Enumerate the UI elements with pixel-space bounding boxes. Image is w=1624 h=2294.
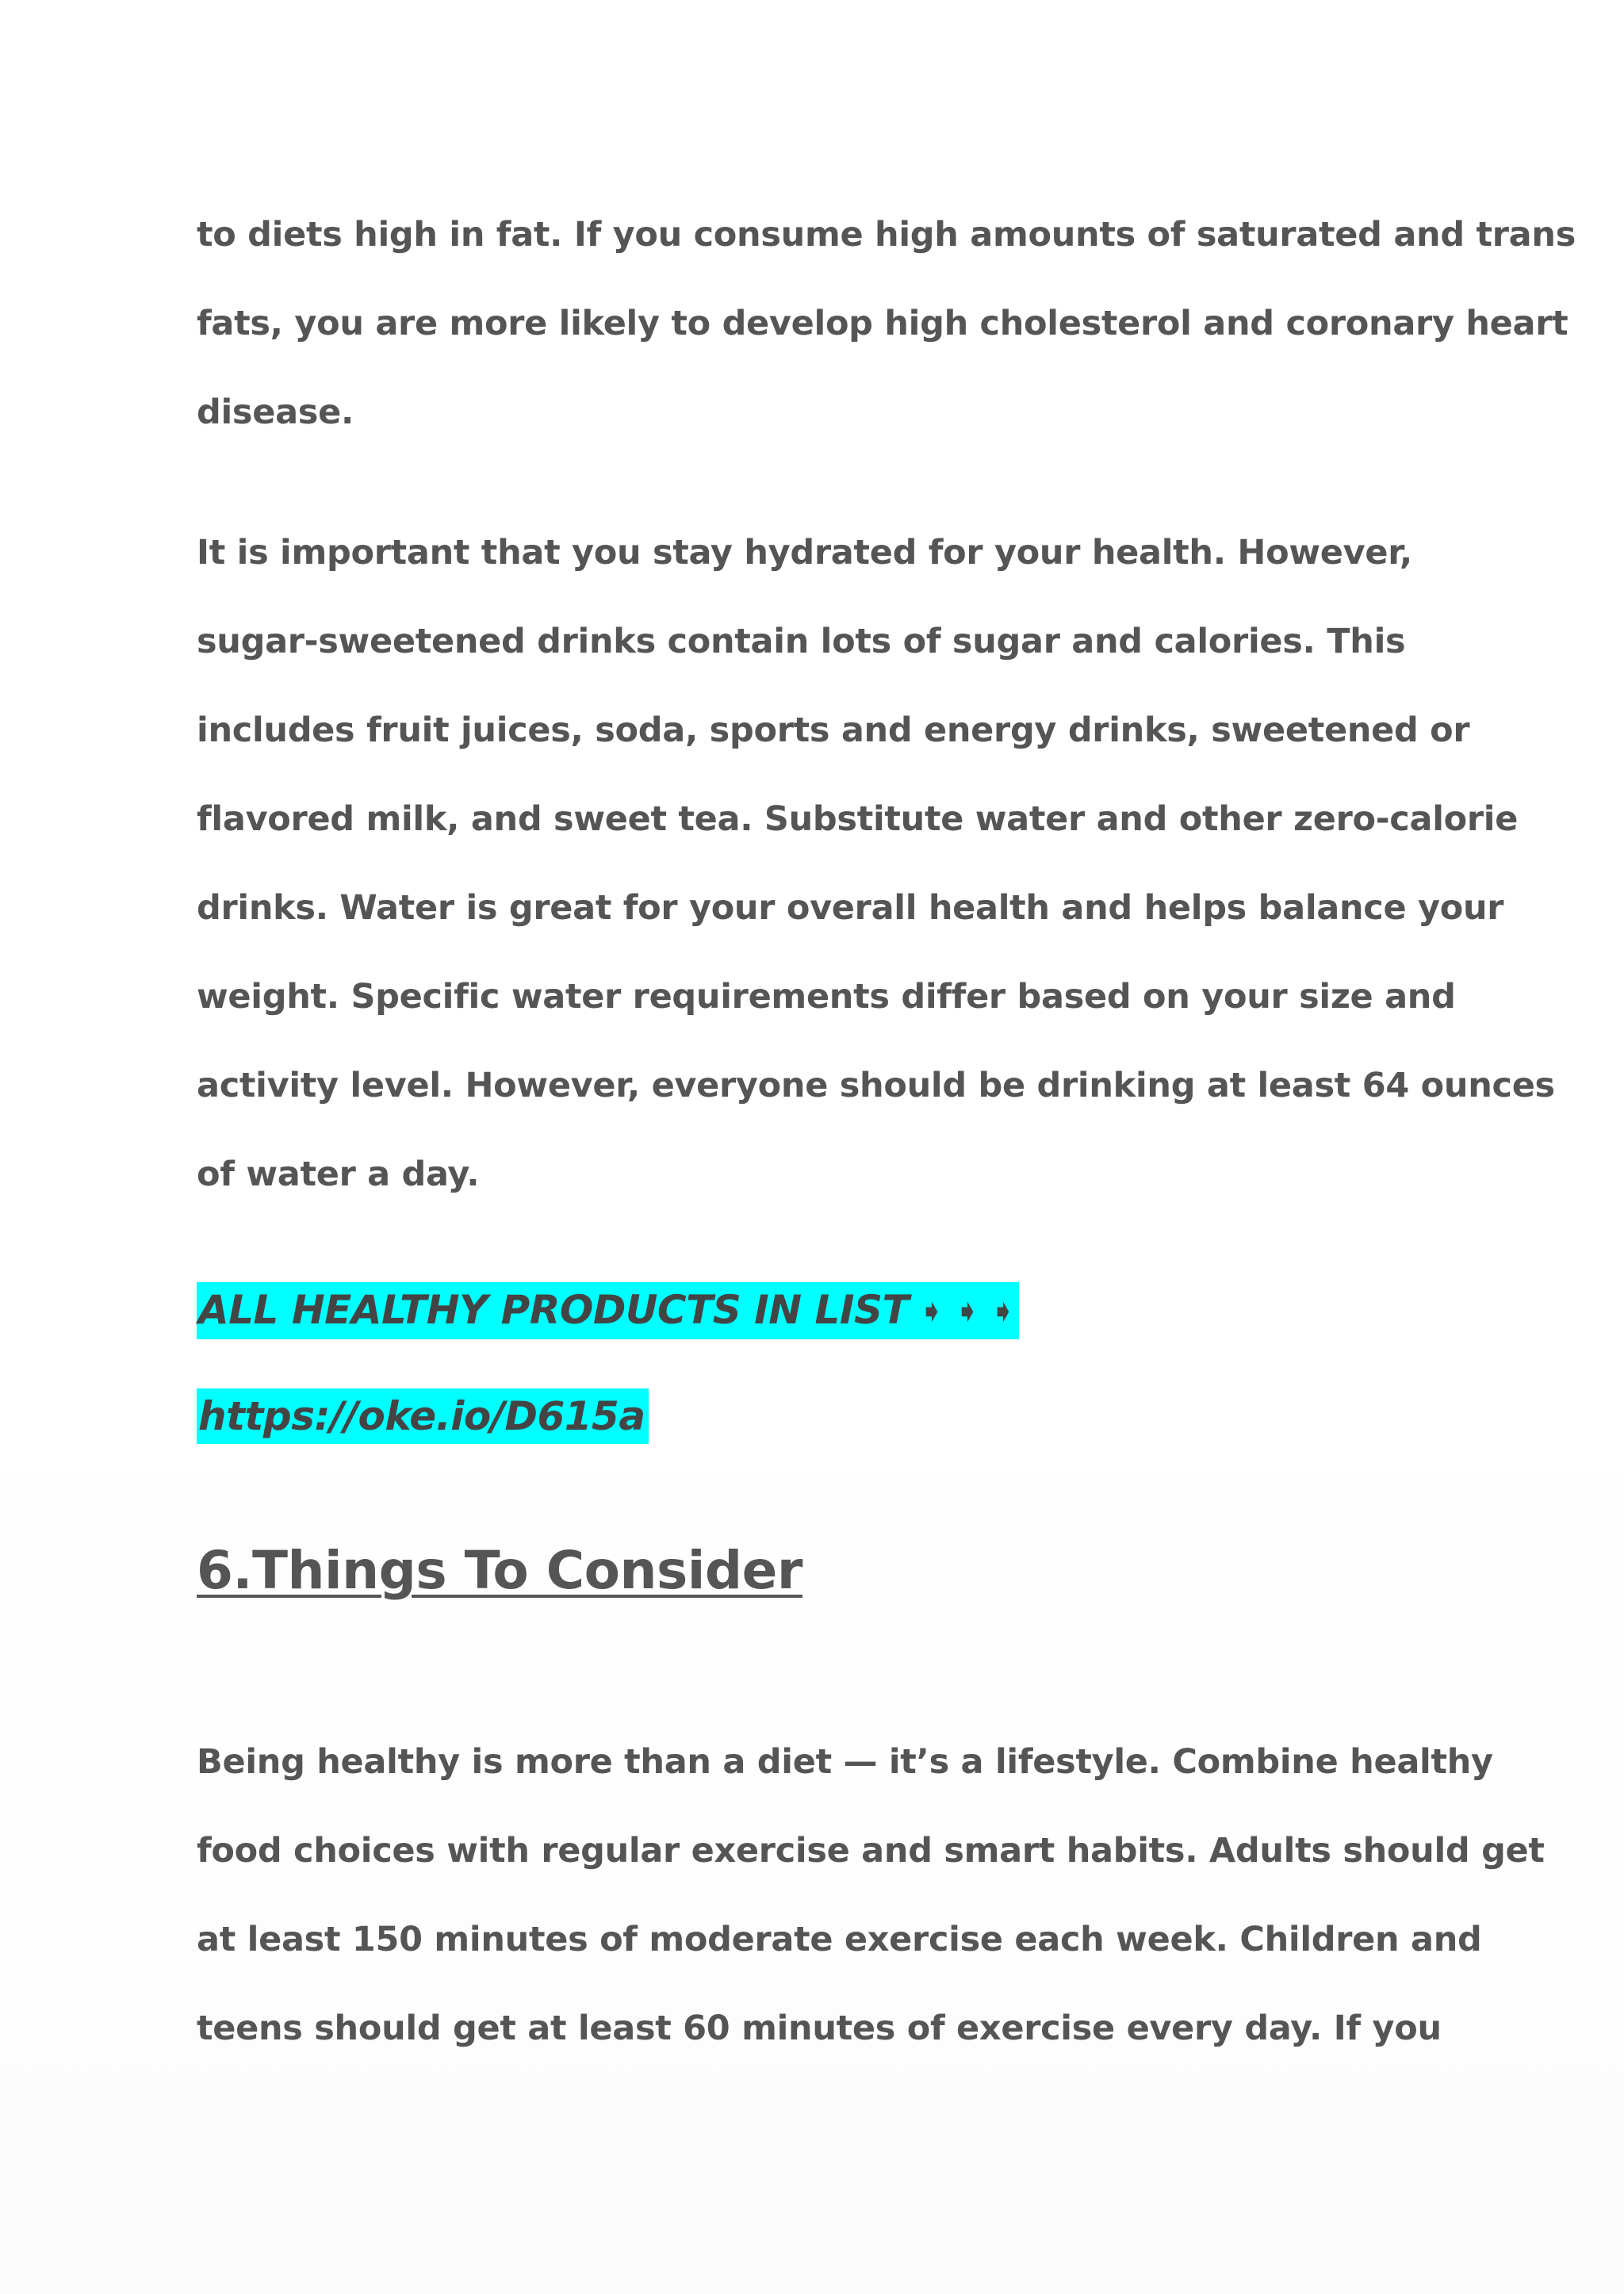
text-line: fats, you are more likely to develop high cholesterol and coronary heart <box>197 304 1568 343</box>
text-line: flavored milk, and sweet tea. Substitute water and other zero-calorie <box>197 799 1519 839</box>
arrow-right-icon: ➧ <box>954 1293 981 1330</box>
text-line: food choices with regular exercise and smart habits. Adults should get <box>197 1831 1545 1871</box>
highlight-callout <box>197 1282 1434 1444</box>
text-line: to diets high in fat. If you consume high amounts of saturated and trans <box>197 215 1576 255</box>
text-line: of water a day. <box>197 1155 480 1194</box>
text-line: It is important that you stay hydrated for your health. However, <box>197 533 1412 573</box>
text-line: drinks. Water is great for your overall health and helps balance your <box>197 888 1504 928</box>
text-line: Being healthy is more than a diet — it’s a lifestyle. Combine healthy <box>197 1742 1493 1782</box>
text-line: weight. Specific water requirements differ based on your size and <box>197 977 1456 1017</box>
text-line: sugar-sweetened drinks contain lots of sugar and calories. This <box>197 622 1406 661</box>
product-list-link[interactable]: https://oke.io/D615a <box>197 1388 649 1444</box>
section-heading: 6.Things To Consider <box>197 1540 802 1601</box>
text-line: includes fruit juices, soda, sports and energy drinks, sweetened or <box>197 710 1470 750</box>
paragraph-fat-diets <box>197 190 1576 457</box>
arrow-right-icon: ➧ <box>918 1293 945 1330</box>
text-line: teens should get at least 60 minutes of exercise every day. If you <box>197 2009 1442 2048</box>
text-line: activity level. However, everyone should be drinking at least 64 ounces <box>197 1066 1555 1105</box>
text-line: at least 150 minutes of moderate exercise each week. Children and <box>197 1920 1482 1959</box>
highlight-link-row <box>197 1388 1434 1444</box>
document-content <box>197 190 1576 2073</box>
highlighted-title[interactable] <box>197 1282 1019 1339</box>
highlight-title-text: ALL HEALTHY PRODUCTS IN LIST <box>198 1287 910 1333</box>
highlight-title-row <box>197 1282 1434 1339</box>
text-line: disease. <box>197 393 354 432</box>
arrow-right-icon: ➧ <box>990 1293 1017 1330</box>
paragraph-lifestyle <box>197 1718 1545 2073</box>
paragraph-hydration <box>197 508 1555 1219</box>
